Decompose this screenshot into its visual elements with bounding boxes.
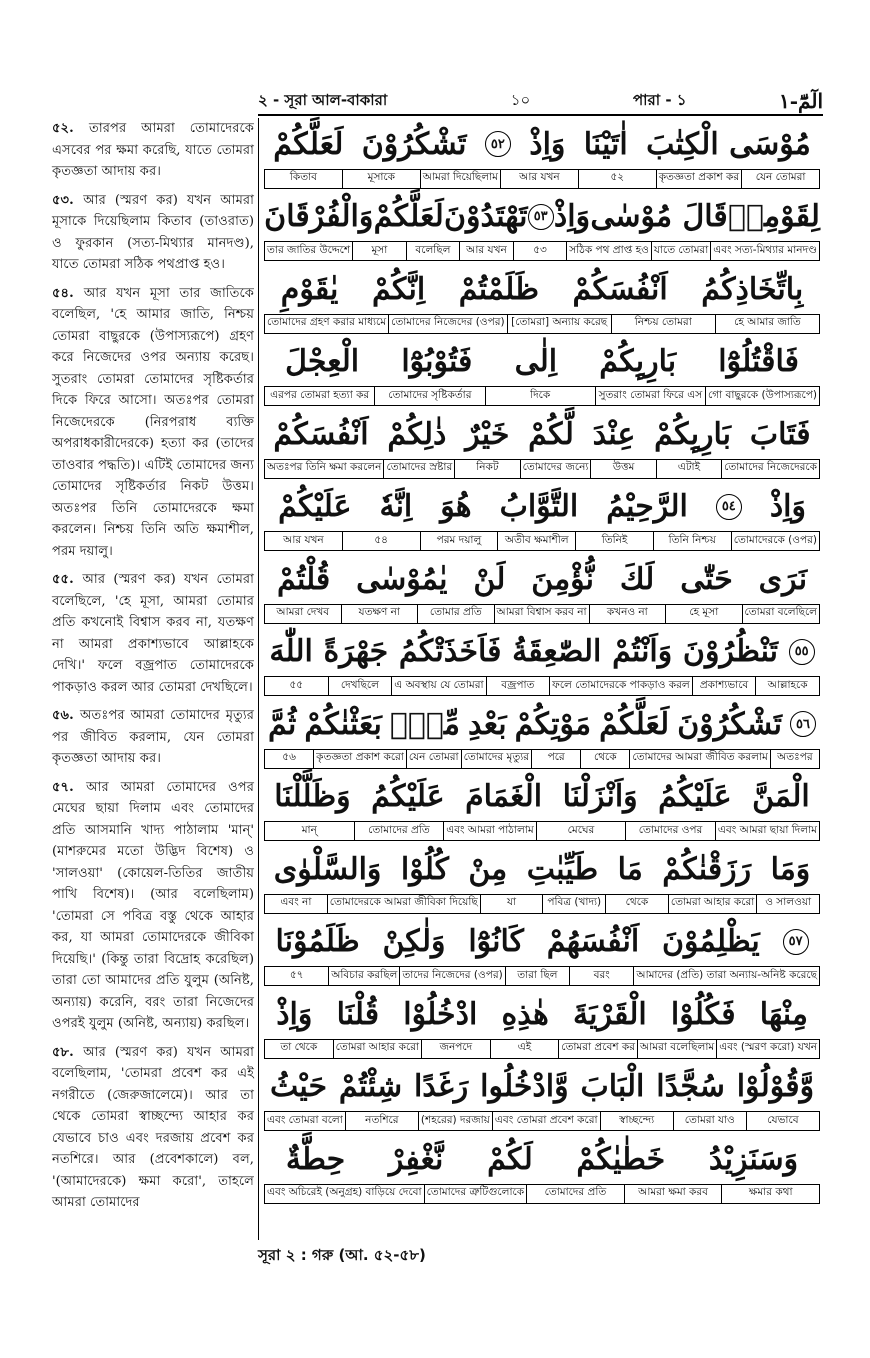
gloss-line <box>264 1111 820 1131</box>
gloss-line <box>264 386 820 406</box>
arabic-word: فَتُوْبُوْٓا <box>401 344 473 379</box>
arabic-word: رَزَقْنٰكُمْ <box>662 851 752 887</box>
arabic-word: فَتَابَ <box>749 416 811 452</box>
gloss-word: আর যখন <box>283 533 324 546</box>
arabic-word: وَّادْخُلُوا <box>480 1069 569 1104</box>
verse-translation <box>52 777 254 1035</box>
arabic-word: عَلَيْكُمْ <box>278 489 352 524</box>
arabic-word: التَّوَّابُ <box>499 489 579 524</box>
gloss-word: তোমাদের ওপর <box>625 822 715 840</box>
arabic-word: ثُمَّ <box>268 706 297 742</box>
arabic-word: وَظَلَّلْنَا <box>274 779 351 814</box>
arabic-word: بِاتِّخَاذِكُمُ <box>701 271 804 307</box>
gloss-word: মূসাকে <box>342 170 420 188</box>
arabic-line <box>264 481 820 533</box>
gloss-line <box>264 1184 820 1204</box>
arabic-word: ادْخُلُوْا <box>403 996 478 1032</box>
gloss-word: তিনিই <box>575 532 653 550</box>
gloss-line <box>264 1039 820 1059</box>
arabic-word: الصّٰعِقَةُ <box>512 634 602 669</box>
arabic-word: اٰتَيْنَا <box>583 126 628 162</box>
gloss-word: তোমাদের স্রষ্টার <box>383 460 454 478</box>
arabic-word: وَاِذْ <box>276 996 313 1032</box>
arabic-word: خَيْرٌ <box>465 416 510 452</box>
verse-translation <box>52 705 254 770</box>
gloss-word: এবং (স্মরণ করো) যখন <box>716 1040 819 1058</box>
arabic-word: قَالَ مُوْسٰى <box>590 199 728 234</box>
arabic-word: عَلَيْكُمُ <box>658 779 732 814</box>
gloss-word: তোমাদের গ্রহণ করার মাধ্যমে <box>267 316 387 328</box>
arabic-line <box>264 408 820 460</box>
arabic-word: اَنْفُسَكُمْ <box>273 416 369 452</box>
word-row <box>264 626 820 699</box>
word-row <box>264 118 820 191</box>
gloss-word: তোমরা বলেছিলে <box>742 605 819 623</box>
gloss-word: নিশ্চয় তোমরা <box>611 315 715 333</box>
gloss-word: ও সালওয়া <box>756 895 819 913</box>
gloss-word: তার জাতির উদ্দেশে <box>267 243 351 256</box>
gloss-word: (শহরের) দরজায় <box>418 1112 492 1130</box>
gloss-word: তোমাদের নিজেদের (ওপর) <box>388 315 506 333</box>
arabic-word: يٰمُوْسٰى <box>356 561 448 597</box>
word-row <box>264 1061 820 1134</box>
arabic-word: الرَّحِيْمُ <box>606 489 688 524</box>
arabic-word: بَارِىِٕكُمْ <box>599 344 677 379</box>
arabic-word: رَغَدًا <box>413 1069 469 1104</box>
arabic-line <box>264 698 820 750</box>
arabic-word: لَعَلَّكُمْ <box>273 126 344 162</box>
gloss-word: দেখছিলে <box>328 677 392 695</box>
gloss-word: ফলে তোমাদেরকে পাকড়াও করল <box>549 677 692 695</box>
verse-translation <box>52 118 254 183</box>
arabic-word: ذٰلِكُمْ <box>387 416 447 452</box>
gloss-word: থেকে <box>580 750 629 768</box>
gloss-word: থেকে <box>605 895 668 913</box>
arabic-word: حِطَّةٌ <box>285 1141 346 1177</box>
gloss-word: অতঃপর <box>770 750 819 768</box>
gloss-word: এবং সত্য-মিথ্যার মানদণ্ড <box>710 242 819 260</box>
verse-text: আর আমরা তোমাদের ওপর মেঘের ছায়া দিলাম এবং তোমাদের প্রতি আসমানি খাদ্য পাঠালাম 'মান্' (মাশরুমের মতো উদ্ভিদ বিশেষ) ও 'সালওয়া' (কোয়েল-তিতির জাতীয় পাখি বিশেষ)। (আর বলেছিলাম) 'তোমরা সে পবিত্র বস্তু থেকে আহার কর, যা আমরা তোমাদেরকে জীবিকা দিয়েছি।' (কিন্তু তারা বিদ্রোহ করেছিল) তারা তো আমাদের প্রতি যুলুম (অনিষ্ট, অন্যায়) করেনি, বরং তারা নিজেদের ওপরই যুলুম (অনিষ্ট, অন্যায়) করছিল। <box>52 779 254 1031</box>
gloss-word: পবিত্র (খাদ্য) <box>542 895 605 913</box>
arabic-line <box>264 336 820 388</box>
gloss-word: যা <box>480 895 543 913</box>
arabic-word: وَاِذْ <box>529 126 566 162</box>
arabic-para-label: الٓمّٓ-١ <box>778 89 823 113</box>
word-row <box>264 336 820 409</box>
verse-number: ৫৮. <box>52 1044 84 1060</box>
gloss-word: তোমরা যাও <box>673 1112 746 1130</box>
gloss-word: বজ্রপাত <box>486 677 550 695</box>
gloss-line <box>264 169 820 189</box>
gloss-line <box>264 241 820 261</box>
arabic-word: مِنْهَا <box>759 996 808 1032</box>
ayah-marker: ٥٤ <box>716 494 742 520</box>
gloss-word: গো বাছুরকে (উপাস্যরূপে) <box>705 387 819 405</box>
arabic-word: كُلُوْا <box>400 851 449 887</box>
gloss-word: বরং <box>569 967 633 985</box>
gloss-line <box>264 676 820 696</box>
gloss-word: তোমাদের আমরা জীবিত করলাম <box>629 750 769 768</box>
gloss-line <box>264 604 820 624</box>
arabic-word: اَنْفُسَكُمْ <box>572 271 668 307</box>
arabic-line <box>264 1133 820 1185</box>
arabic-word: مِّنْۢ <box>389 706 460 742</box>
gloss-line <box>264 966 820 986</box>
gloss-word: এ অবস্থায় যে তোমরা <box>391 677 485 695</box>
gloss-word: ৫২ <box>578 170 656 188</box>
word-row <box>264 771 820 844</box>
gloss-word: প্রকাশ্যভাবে <box>692 677 756 695</box>
arabic-word: بَعْدِ <box>467 706 507 742</box>
gloss-word: তা থেকে <box>280 1041 318 1053</box>
gloss-word: আমরা দিয়েছিলাম <box>420 170 500 188</box>
gloss-word: ৫৭ <box>289 968 304 981</box>
ayah-marker: ٥٥ <box>789 639 815 665</box>
translation-column <box>52 118 254 1238</box>
gloss-word: উত্তম <box>590 460 655 478</box>
arabic-word: وَاَنْزَلْنَا <box>562 779 638 814</box>
ayah-marker: ٥٧ <box>783 929 809 955</box>
ayah-marker: ٥٣ <box>528 204 554 230</box>
arabic-word: بَعَثْنٰكُمْ <box>304 706 382 742</box>
arabic-word: هُوَ <box>440 489 472 524</box>
gloss-word: আমরা বলেছিলাম <box>637 1040 716 1058</box>
arabic-word: تَنْظُرُوْنَ <box>682 634 779 669</box>
gloss-word: আমরা ক্ষমা করব <box>624 1185 722 1203</box>
arabic-word: اِنَّكُمْ <box>371 271 426 307</box>
arabic-word: نُّؤْمِنَ <box>531 561 594 597</box>
gloss-word: এই <box>490 1040 559 1058</box>
arabic-word: لَكُمْ <box>487 1141 533 1177</box>
arabic-line <box>264 916 820 968</box>
gloss-word: জনপদে <box>421 1040 490 1058</box>
verse-number: ৫৪. <box>52 285 84 301</box>
gloss-word: কিতাব <box>289 171 318 183</box>
arabic-word: نَرَى <box>758 561 808 597</box>
arabic-word: حَتّٰى <box>680 561 733 597</box>
arabic-line <box>264 1061 820 1113</box>
gloss-word: তোমাদের প্রতি <box>354 822 444 840</box>
arabic-word: مُوْسَى الْكِتٰبَ <box>646 126 811 162</box>
column-divider <box>258 118 259 1240</box>
gloss-word: সঠিক পথ প্রাপ্ত হও <box>566 242 651 260</box>
arabic-word: جَهْرَةً <box>323 634 389 669</box>
verse-translation <box>52 569 254 698</box>
gloss-line <box>264 821 820 841</box>
gloss-word: তোমাদেরকে আমরা জীবিকা দিয়েছি <box>327 895 480 913</box>
gloss-word: তোমার প্রতি <box>417 605 494 623</box>
arabic-word: نَّغْفِرْ <box>388 1141 444 1177</box>
gloss-word: এরপর তোমরা হত্যা কর <box>270 388 370 401</box>
arabic-word: وَّقُوْلُوْا <box>736 1069 815 1104</box>
arabic-word: قُلْنَا <box>336 996 380 1032</box>
gloss-word: তোমাদের নিজেদেরকে <box>721 460 819 478</box>
arabic-word: مَا <box>617 851 643 887</box>
arabic-word: وَاِذْ <box>769 489 806 524</box>
gloss-line <box>264 531 820 551</box>
gloss-word: তোমাদের সৃষ্টিকর্তার <box>374 387 484 405</box>
para-label: পারা - ১ <box>633 90 687 109</box>
arabic-word: تَشْكُرُوْنَ <box>361 126 467 162</box>
gloss-word: হে আমার জাতি <box>715 315 819 333</box>
arabic-word: اِنَّهٗ <box>379 489 413 524</box>
arabic-line <box>264 843 820 895</box>
word-row <box>264 481 820 554</box>
verse-translation <box>52 190 254 276</box>
arabic-word: عَلَيْكُمُ <box>371 779 445 814</box>
word-row <box>264 916 820 989</box>
gloss-word: ৫৬ <box>282 751 296 763</box>
arabic-word: بَارِىِٕكُمْ <box>654 416 732 452</box>
gloss-word: কৃতজ্ঞতা প্রকাশ কর <box>656 170 741 188</box>
verse-translation <box>52 1042 254 1214</box>
arabic-word: الْقَرْيَةَ <box>573 996 647 1032</box>
arabic-word: اَنْفُسَهُمْ <box>546 924 640 959</box>
gloss-word: কখনও না <box>589 605 666 623</box>
gloss-word: যেভাবে <box>746 1112 819 1130</box>
page-header <box>258 88 823 116</box>
gloss-word: এবং অচিরেই (অনুগ্রহ) বাড়িয়ে দেবো <box>267 1186 422 1198</box>
verse-number: ৫৩. <box>52 192 84 208</box>
word-row <box>264 263 820 336</box>
verse-text: আর (স্মরণ কর) যখন আমরা বলেছিলাম, 'তোমরা প্রবেশ কর এই নগরীতে (জেরুজালেমে)। আর তা থেকে তোমরা স্বাচ্ছন্দ্যে আহার কর যেভাবে চাও এবং দরজায় প্রবেশ কর নতশিরে। আর (প্রবেশকালে) বল, '(আমাদেরকে) ক্ষমা করো', তাহলে আমরা তোমাদের <box>52 1044 254 1210</box>
gloss-word: ক্ষমার কথা <box>721 1185 819 1203</box>
arabic-word: اللّٰهَ <box>269 634 313 669</box>
gloss-word: তোমরা আহার করো <box>333 1040 421 1058</box>
arabic-word: سُجَّدًا <box>656 1069 725 1104</box>
word-row <box>264 553 820 626</box>
gloss-word: আমাদের (প্রতি) তারা অন্যায়-অনিষ্ট করেছে <box>633 967 819 985</box>
gloss-word: পরম দয়ালু <box>420 532 498 550</box>
gloss-word: ৫৫ <box>289 678 304 691</box>
arabic-line <box>264 118 820 170</box>
arabic-word: عِنْدَ <box>592 416 636 452</box>
arabic-word: هٰذِهِ <box>501 996 549 1032</box>
gloss-line <box>264 894 820 914</box>
arabic-word: اِلٰى <box>514 344 558 379</box>
gloss-word: আর যখন <box>500 170 578 188</box>
gloss-word: আর যখন <box>459 242 513 260</box>
arabic-word: تَشْكُرُوْنَ <box>677 706 782 742</box>
page-footer: সূরা ২ : গরু (আ. ৫২-৫৮) <box>258 1246 426 1264</box>
word-row <box>264 1133 820 1206</box>
arabic-word: لَعَلَّكُمْ <box>599 706 670 742</box>
arabic-word: وَالسَّلْوٰى <box>273 851 382 887</box>
arabic-word: مِنْ <box>468 851 508 887</box>
arabic-word: وَسَنَزِيْدُ <box>708 1141 799 1177</box>
gloss-word: তোমাদের প্রতি <box>526 1185 624 1203</box>
arabic-word: طَيِّبٰتِ <box>526 851 599 887</box>
verse-text: আর যখন মূসা তার জাতিকে বলেছিল, 'হে আমার জাতি, নিশ্চয় তোমরা বাছুরকে (উপাস্যরূপে) গ্রহণ করে নিজেদের ওপর অন্যায় করেছ। সুতরাং তোমরা তোমাদের সৃষ্টিকর্তার দিকে ফিরে আসো। অতঃপর তোমরা নিজেদেরকে (নিরপরাধ ব্যক্তি অপরাধকারীদেরকে) হত্যা কর (তাদের তাওবার পদ্ধতি)। এটিই তোমাদের জন্য তোমাদের সৃষ্টিকর্তার নিকট উত্তম। অতঃপর তিনি তোমাদেরকে ক্ষমা করলেন। নিশ্চয় তিনি অতি ক্ষমাশীল, পরম দয়ালু। <box>52 285 254 559</box>
arabic-word: وَمَا <box>770 851 811 887</box>
word-row <box>264 843 820 916</box>
gloss-word: ৫৪ <box>342 532 420 550</box>
gloss-word: মেঘের <box>536 822 626 840</box>
arabic-word: لَنْ <box>473 561 506 597</box>
gloss-word: তোমরা আহার করো <box>668 895 756 913</box>
ayah-marker: ٥٢ <box>485 131 511 157</box>
word-row <box>264 191 820 264</box>
arabic-word: وَاَنْتُمْ <box>612 634 673 669</box>
arabic-word: لَعَلَّكُمْ <box>373 199 444 234</box>
gloss-word: হে মূসা <box>665 605 742 623</box>
arabic-word: كَانُوْٓا <box>468 924 524 959</box>
gloss-word: সুতরাং তোমরা ফিরে এস <box>595 387 705 405</box>
gloss-word: যেন তোমরা <box>741 170 819 188</box>
gloss-word: এবং না <box>280 896 312 908</box>
arabic-line <box>264 988 820 1040</box>
gloss-line <box>264 459 820 479</box>
verse-text: আর (স্মরণ কর) যখন আমরা মূসাকে দিয়েছিলাম কিতাব (তাওরাত) ও ফুরকান (সত্য-মিথ্যার মানদণ্ড), যাতে তোমরা সঠিক পথপ্রাপ্ত হও। <box>52 192 254 272</box>
arabic-line <box>264 263 820 315</box>
gloss-word: কৃতজ্ঞতা প্রকাশ করো <box>313 750 406 768</box>
page-number: ১০ <box>510 90 531 109</box>
gloss-word: নিকট <box>454 460 519 478</box>
gloss-word: এবং আমরা পাঠালাম <box>443 822 535 840</box>
arabic-word: يَظْلِمُوْنَ <box>662 924 760 959</box>
verse-number: ৫৫. <box>52 572 83 587</box>
gloss-word: নতশিরে <box>345 1112 418 1130</box>
gloss-word: তোমরা প্রবেশ কর <box>558 1040 637 1058</box>
arabic-word: ظَلَمُوْنَا <box>275 924 360 959</box>
arabic-word: قُلْتُمْ <box>276 561 331 597</box>
arabic-word: فَكُلُوْا <box>670 996 736 1032</box>
arabic-word: فَاَخَذَتْكُمُ <box>398 634 502 669</box>
gloss-word: অতীব ক্ষমাশীল <box>497 532 575 550</box>
arabic-word: شِئْتُمْ <box>338 1069 403 1104</box>
gloss-word: আমরা দেখব <box>276 606 330 618</box>
gloss-word: যেন তোমরা <box>406 750 461 768</box>
arabic-word: فَاقْتُلُوْٓا <box>718 344 799 379</box>
arabic-word: تَهْتَدُوْنَ <box>443 199 528 234</box>
gloss-word: এবং তোমরা বলো <box>266 1113 343 1126</box>
gloss-word: দিকে <box>485 387 595 405</box>
gloss-word: তোমাদের জন্যে <box>520 460 591 478</box>
verse-number: ৫৬. <box>52 708 81 723</box>
word-row <box>264 698 820 771</box>
gloss-word: যতক্ষণ না <box>341 605 418 623</box>
word-row <box>264 988 820 1061</box>
surah-label: ২ - সূরা আল-বাকারা <box>258 90 388 109</box>
arabic-word: يٰقَوْمِ <box>280 271 339 307</box>
arabic-line <box>264 553 820 605</box>
arabic-line <box>264 191 820 243</box>
gloss-word: তোমাদেরকে (ওপর) <box>731 532 819 550</box>
arabic-word: وَاِذْ <box>553 199 591 234</box>
gloss-word: মান্ <box>301 823 317 836</box>
arabic-line <box>264 626 820 678</box>
gloss-word: তোমাদের মৃত্যুর <box>461 750 531 768</box>
gloss-word: মূসা <box>352 242 406 260</box>
gloss-word: পরে <box>531 750 580 768</box>
word-row <box>264 408 820 481</box>
gloss-word: তোমাদের ত্রুটিগুলোকে <box>424 1185 527 1203</box>
gloss-word: এবং তোমরা প্রবেশ করো <box>492 1112 600 1130</box>
arabic-word: لِقَوْمِهٖ <box>728 199 820 234</box>
arabic-word: الْغَمَامَ <box>465 779 543 814</box>
gloss-word: আল্লাহকে <box>755 677 819 695</box>
gloss-word: তিনি নিশ্চয় <box>653 532 731 550</box>
arabic-word: وَالْفُرْقَانَ <box>264 199 374 234</box>
arabic-word: خَطٰيٰكُمْ <box>576 1141 666 1177</box>
arabic-word: الْبَابَ <box>580 1069 645 1104</box>
gloss-word: ৫৩ <box>513 242 567 260</box>
gloss-word: তাদের নিজেদের (ওপর) <box>399 967 504 985</box>
arabic-word: لَّكُمْ <box>528 416 574 452</box>
arabic-word: حَيْثُ <box>269 1069 327 1104</box>
gloss-word: স্বাচ্ছন্দ্যে <box>600 1112 673 1130</box>
gloss-word: এবং আমরা ছায়া দিলাম <box>715 822 819 840</box>
word-by-word-column <box>264 118 820 1206</box>
gloss-line <box>264 314 820 334</box>
arabic-word: وَلٰكِنْ <box>382 924 446 959</box>
gloss-word: এটাই <box>656 460 721 478</box>
gloss-word: বলেছিল <box>406 242 460 260</box>
verse-translation <box>52 283 254 563</box>
arabic-line <box>264 771 820 823</box>
gloss-word: অবিচার করছিল <box>328 967 399 985</box>
verse-text: আর (স্মরণ কর) যখন তোমরা বলেছিলে, 'হে মূসা, আমরা তোমার প্রতি কখনোই বিশ্বাস করব না, যতক্ষণ না আমরা প্রকাশ্যভাবে আল্লাহকে দেখি।' ফলে বজ্রপাত তোমাদেরকে পাকড়াও করল আর তোমরা দেখছিলে। <box>52 572 254 695</box>
gloss-word: [তোমরা] অন্যায় করেছ <box>507 315 611 333</box>
ayah-marker: ٥٦ <box>790 711 816 737</box>
gloss-line <box>264 749 820 769</box>
arabic-word: مَوْتِكُمْ <box>514 706 592 742</box>
verse-text: অতঃপর আমরা তোমাদের মৃত্যুর পর জীবিত করলাম, যেন তোমরা কৃতজ্ঞতা আদায় কর। <box>52 708 254 766</box>
verse-number: ৫২. <box>52 121 90 136</box>
verse-text: তারপর আমরা তোমাদেরকে এসবের পর ক্ষমা করেছি, যাতে তোমরা কৃতজ্ঞতা আদায় কর। <box>52 121 254 179</box>
arabic-word: ظَلَمْتُمْ <box>458 271 539 307</box>
gloss-word: অতঃপর তিনি ক্ষমা করলেন <box>266 461 382 473</box>
arabic-word: الْمَنَّ <box>752 779 810 814</box>
arabic-word: الْعِجْلَ <box>285 344 360 379</box>
arabic-word: لَكَ <box>619 561 655 597</box>
gloss-word: তারা ছিল <box>505 967 569 985</box>
verse-number: ৫৭. <box>52 779 87 795</box>
gloss-word: আমরা বিশ্বাস করব না <box>494 605 589 623</box>
gloss-word: যাতে তোমরা <box>651 242 710 260</box>
